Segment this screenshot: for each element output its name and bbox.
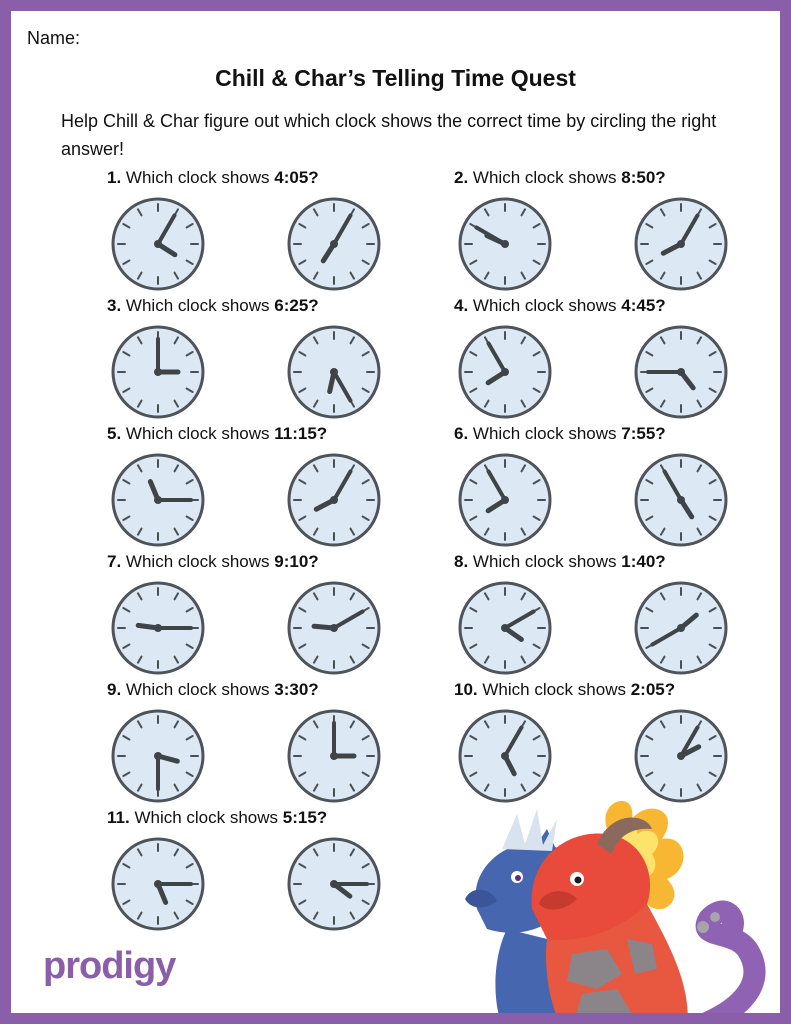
clock-option[interactable] xyxy=(286,708,382,804)
clock-face-icon xyxy=(633,324,729,420)
clock-option[interactable] xyxy=(110,580,206,676)
question-label xyxy=(454,680,675,700)
clock-option[interactable] xyxy=(286,452,382,548)
question-label xyxy=(107,296,319,316)
question-number: 4. xyxy=(454,296,469,315)
question-label xyxy=(107,680,319,700)
question-prompt: Which clock shows xyxy=(472,168,617,187)
clock-face-icon xyxy=(633,196,729,292)
clock-option[interactable] xyxy=(457,452,553,548)
clock-option[interactable] xyxy=(633,196,729,292)
question-prompt: Which clock shows xyxy=(472,424,617,443)
clock-face-icon xyxy=(457,196,553,292)
clock-face-icon xyxy=(633,580,729,676)
prodigy-logo: prodigy xyxy=(43,945,176,987)
question-time: 9:10? xyxy=(274,552,319,571)
question-time: 3:30? xyxy=(274,680,319,699)
clock-face-icon xyxy=(457,324,553,420)
clock-face-icon xyxy=(286,836,382,932)
question-label xyxy=(454,296,666,316)
clock-face-icon xyxy=(286,452,382,548)
clock-option[interactable] xyxy=(286,196,382,292)
clock-face-icon xyxy=(633,452,729,548)
question-number: 8. xyxy=(454,552,469,571)
clock-option[interactable] xyxy=(286,580,382,676)
clock-option[interactable] xyxy=(633,452,729,548)
question-time: 11:15? xyxy=(274,424,328,443)
name-label: Name: xyxy=(27,28,81,48)
question-label xyxy=(107,168,319,188)
question-label xyxy=(107,552,319,572)
question-number: 10. xyxy=(454,680,478,699)
question-time: 6:25? xyxy=(274,296,319,315)
question-prompt: Which clock shows xyxy=(472,552,617,571)
question-prompt: Which clock shows xyxy=(125,552,270,571)
clock-face-icon xyxy=(110,196,206,292)
question-prompt: Which clock shows xyxy=(125,296,270,315)
clock-face-icon xyxy=(286,196,382,292)
question-time: 1:40? xyxy=(621,552,666,571)
clock-option[interactable] xyxy=(457,196,553,292)
question-time: 8:50? xyxy=(621,168,666,187)
question-prompt: Which clock shows xyxy=(125,168,270,187)
clock-option[interactable] xyxy=(286,836,382,932)
question-time: 7:55? xyxy=(621,424,666,443)
question-number: 3. xyxy=(107,296,122,315)
question-number: 6. xyxy=(454,424,469,443)
question-number: 5. xyxy=(107,424,122,443)
question-prompt: Which clock shows xyxy=(482,680,626,699)
question-label xyxy=(107,808,327,828)
question-time: 4:45? xyxy=(621,296,666,315)
clock-face-icon xyxy=(110,580,206,676)
clock-option[interactable] xyxy=(633,580,729,676)
question-time: 5:15? xyxy=(282,808,328,827)
question-label xyxy=(107,424,327,444)
dragon-mascots-icon xyxy=(447,789,777,1024)
question-number: 1. xyxy=(107,168,122,187)
question-prompt: Which clock shows xyxy=(134,808,279,827)
clock-face-icon xyxy=(457,452,553,548)
clock-face-icon xyxy=(110,324,206,420)
question-number: 2. xyxy=(454,168,469,187)
clock-option[interactable] xyxy=(457,580,553,676)
clock-option[interactable] xyxy=(110,452,206,548)
clock-face-icon xyxy=(286,580,382,676)
clock-face-icon xyxy=(286,708,382,804)
question-time: 2:05? xyxy=(630,680,676,699)
clock-option[interactable] xyxy=(110,196,206,292)
clock-face-icon xyxy=(110,836,206,932)
clock-option[interactable] xyxy=(110,324,206,420)
clock-face-icon xyxy=(457,580,553,676)
question-prompt: Which clock shows xyxy=(472,296,617,315)
clock-face-icon xyxy=(286,324,382,420)
clock-option[interactable] xyxy=(457,324,553,420)
clock-option[interactable] xyxy=(286,324,382,420)
clock-option[interactable] xyxy=(110,836,206,932)
clock-option[interactable] xyxy=(110,708,206,804)
question-number: 9. xyxy=(107,680,122,699)
question-prompt: Which clock shows xyxy=(125,680,270,699)
instructions-text: Help Chill & Char figure out which clock shows the correct time by circling the right answer! xyxy=(61,111,717,159)
question-prompt: Which clock shows xyxy=(125,424,270,443)
clock-face-icon xyxy=(110,708,206,804)
question-label xyxy=(454,424,666,444)
page-title: Chill & Char’s Telling Time Quest xyxy=(215,65,576,91)
clock-face-icon xyxy=(110,452,206,548)
question-number: 11. xyxy=(107,808,130,827)
question-label xyxy=(454,168,666,188)
question-number: 7. xyxy=(107,552,122,571)
question-time: 4:05? xyxy=(274,168,319,187)
question-label xyxy=(454,552,666,572)
clock-option[interactable] xyxy=(633,324,729,420)
